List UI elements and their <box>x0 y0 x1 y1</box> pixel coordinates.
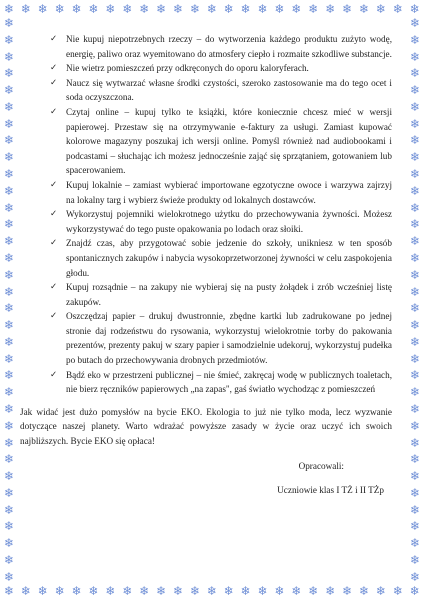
snowflake-icon: ❄ <box>3 150 15 165</box>
snowflake-icon: ❄ <box>342 2 353 16</box>
snowflake-icon: ❄ <box>3 183 15 198</box>
snowflake-icon: ❄ <box>409 536 421 551</box>
snowflake-icon: ❄ <box>409 284 421 299</box>
snowflake-icon: ❄ <box>3 16 15 30</box>
snowflake-icon: ❄ <box>409 368 421 383</box>
snowflake-icon: ❄ <box>20 2 31 16</box>
tip-text: Kupuj lokalnie – zamiast wybierać importowane egzotyczne owoce i warzywa zajrzyj na lokalny targ i wybierz świeże produkty od lokalnych dostawców. <box>66 179 392 205</box>
snowflake-icon: ❄ <box>274 584 285 598</box>
snowflake-icon: ❄ <box>3 2 15 16</box>
snowflake-icon: ❄ <box>409 234 421 249</box>
snowflake-icon: ❄ <box>206 584 217 598</box>
snowflake-icon: ❄ <box>409 183 421 198</box>
snowflake-icon: ❄ <box>409 569 421 584</box>
snowflake-icon: ❄ <box>409 318 421 333</box>
tip-text: Naucz się wytwarzać własne środki czystości, szeroko zastosowanie ma do tego ocet i soda oczyszczona. <box>66 77 392 103</box>
checkmark-icon: ✓ <box>50 369 58 380</box>
snowflake-icon: ❄ <box>3 32 15 47</box>
snowflake-icon: ❄ <box>409 385 421 400</box>
snowflake-icon: ❄ <box>88 2 99 16</box>
snowflake-icon: ❄ <box>71 584 82 598</box>
snowflake-icon: ❄ <box>223 2 234 16</box>
snowflake-icon: ❄ <box>3 133 15 148</box>
snowflake-icon: ❄ <box>3 116 15 131</box>
signature-label: Opracowali: <box>298 460 344 471</box>
snowflake-icon: ❄ <box>3 267 15 282</box>
snowflake-icon: ❄ <box>122 584 133 598</box>
snowflake-icon: ❄ <box>359 2 370 16</box>
snowflake-icon: ❄ <box>392 2 403 16</box>
snowflake-icon: ❄ <box>409 452 421 467</box>
snowflake-icon: ❄ <box>409 32 421 47</box>
snowflake-icon: ❄ <box>257 584 268 598</box>
snowflake-icon: ❄ <box>156 2 167 16</box>
snowflake-icon: ❄ <box>3 502 15 517</box>
snowflake-icon: ❄ <box>3 351 15 366</box>
snowflake-icon: ❄ <box>308 584 319 598</box>
snowflake-icon: ❄ <box>3 519 15 534</box>
tip-item <box>48 280 392 309</box>
snowflake-icon: ❄ <box>3 250 15 265</box>
snowflake-icon: ❄ <box>359 584 370 598</box>
snowflake-icon: ❄ <box>3 401 15 416</box>
snowflake-icon: ❄ <box>392 584 403 598</box>
eco-tips-list <box>48 32 392 397</box>
snowflake-icon: ❄ <box>3 469 15 484</box>
snowflake-icon: ❄ <box>20 584 31 598</box>
tip-item <box>48 32 392 61</box>
snowflake-icon: ❄ <box>409 301 421 316</box>
snowflake-icon: ❄ <box>257 2 268 16</box>
snowflake-icon: ❄ <box>54 2 65 16</box>
snowflake-icon: ❄ <box>223 584 234 598</box>
snowflake-icon: ❄ <box>240 584 251 598</box>
snowflake-icon: ❄ <box>409 83 421 98</box>
snowflake-icon: ❄ <box>409 267 421 282</box>
snowflake-icon: ❄ <box>3 167 15 182</box>
checkmark-icon: ✓ <box>50 106 58 117</box>
snowflake-border-right <box>408 16 422 584</box>
snowflake-icon: ❄ <box>409 2 420 16</box>
snowflake-icon: ❄ <box>105 2 116 16</box>
tip-text: Znajdź czas, aby przygotować sobie jedzenie do szkoły, unikniesz w ten sposób spontanicznych zakupów i nabycia wysokoprzetworzonej żywności w celu zaspokojenia głodu. <box>66 238 392 278</box>
snowflake-icon: ❄ <box>375 584 386 598</box>
snowflake-icon: ❄ <box>54 584 65 598</box>
tip-text: Czytaj online – kupuj tylko te książki, które koniecznie chcesz mieć w wersji papierowej. Przestaw się na otrzymywanie e-faktury za usługi. Zamiast kupować kolorowe magazyny poszukaj ich wersji online. Pomyśl również nad audiobookami i podcastami – słuchając ich możesz jednocześnie zająć się sprzątaniem, gotowaniem lub spacerowaniem. <box>66 106 392 176</box>
snowflake-icon: ❄ <box>156 584 167 598</box>
snowflake-icon: ❄ <box>3 301 15 316</box>
snowflake-icon: ❄ <box>409 167 421 182</box>
tip-text: Bądź eko w przestrzeni publicznej – nie śmieć, zakręcaj wodę w publicznych toaletach, nie bierz ręczników papierowych „na zapas", gaś światło wychodząc z pomieszczeń <box>66 369 392 395</box>
snowflake-icon: ❄ <box>105 584 116 598</box>
snowflake-icon: ❄ <box>342 584 353 598</box>
snowflake-icon: ❄ <box>291 2 302 16</box>
snowflake-icon: ❄ <box>308 2 319 16</box>
snowflake-icon: ❄ <box>71 2 82 16</box>
snowflake-icon: ❄ <box>291 584 302 598</box>
tip-item <box>48 105 392 178</box>
snowflake-border-left <box>2 16 16 584</box>
snowflake-icon: ❄ <box>325 2 336 16</box>
snowflake-icon: ❄ <box>189 2 200 16</box>
snowflake-icon: ❄ <box>409 584 420 598</box>
snowflake-icon: ❄ <box>3 452 15 467</box>
snowflake-icon: ❄ <box>409 217 421 232</box>
authors-line: Uczniowie klas I TŻ i II TŻp <box>277 485 384 496</box>
checkmark-icon: ✓ <box>50 179 58 190</box>
snowflake-icon: ❄ <box>37 2 48 16</box>
snowflake-icon: ❄ <box>3 66 15 81</box>
snowflake-icon: ❄ <box>122 2 133 16</box>
tip-item <box>48 207 392 236</box>
snowflake-icon: ❄ <box>409 418 421 433</box>
snowflake-icon: ❄ <box>139 2 150 16</box>
snowflake-icon: ❄ <box>409 502 421 517</box>
snowflake-icon: ❄ <box>409 553 421 567</box>
snowflake-icon: ❄ <box>409 49 421 64</box>
snowflake-icon: ❄ <box>409 435 421 450</box>
snowflake-icon: ❄ <box>3 485 15 500</box>
snowflake-icon: ❄ <box>3 368 15 383</box>
snowflake-icon: ❄ <box>3 318 15 333</box>
snowflake-icon: ❄ <box>409 16 421 30</box>
tip-text: Nie wietrz pomieszczeń przy odkręconych do oporu kaloryferach. <box>66 63 309 74</box>
snowflake-icon: ❄ <box>3 83 15 98</box>
snowflake-icon: ❄ <box>409 150 421 165</box>
snowflake-border-top <box>0 2 424 16</box>
tip-text: Kupuj rozsądnie – na zakupy nie wybieraj się na pusty żołądek i zrób wcześniej listę zakupów. <box>66 282 392 307</box>
checkmark-icon: ✓ <box>50 282 58 293</box>
snowflake-icon: ❄ <box>274 2 285 16</box>
snowflake-icon: ❄ <box>3 536 15 551</box>
tip-item <box>48 309 392 367</box>
snowflake-icon: ❄ <box>173 584 184 598</box>
tip-item <box>48 76 392 105</box>
tip-text: Nie kupuj niepotrzebnych rzeczy – do wytworzenia każdego produktu zużyto wodę, energię, paliwo oraz wyemitowano do atmosfery ciepło i rozmaite szkodliwe substancje. <box>66 34 392 59</box>
checkmark-icon: ✓ <box>50 34 58 44</box>
snowflake-icon: ❄ <box>88 584 99 598</box>
tip-item <box>48 178 392 207</box>
snowflake-icon: ❄ <box>3 234 15 249</box>
snowflake-icon: ❄ <box>3 49 15 64</box>
snowflake-icon: ❄ <box>37 584 48 598</box>
snowflake-icon: ❄ <box>240 2 251 16</box>
snowflake-icon: ❄ <box>409 485 421 500</box>
tip-item <box>48 61 392 76</box>
checkmark-icon: ✓ <box>50 311 58 322</box>
snowflake-icon: ❄ <box>3 569 15 584</box>
snowflake-icon: ❄ <box>3 435 15 450</box>
snowflake-icon: ❄ <box>409 66 421 81</box>
tip-item <box>48 236 392 280</box>
snowflake-icon: ❄ <box>3 99 15 114</box>
snowflake-icon: ❄ <box>3 284 15 299</box>
snowflake-icon: ❄ <box>189 584 200 598</box>
snowflake-icon: ❄ <box>409 116 421 131</box>
snowflake-border-bottom <box>0 584 424 598</box>
snowflake-icon: ❄ <box>3 418 15 433</box>
snowflake-icon: ❄ <box>409 351 421 366</box>
snowflake-icon: ❄ <box>409 334 421 349</box>
summary-paragraph: Jak widać jest dużo pomysłów na bycie EKO. Ekologia to już nie tylko moda, lecz wyzwanie dotyczące naszej planety. Warto wdrażać powyższe zasady w życie oraz uczyć ich swoich najbliższych. Bycie EKO się opłaca! <box>20 406 392 447</box>
checkmark-icon: ✓ <box>50 77 58 88</box>
snowflake-icon: ❄ <box>206 2 217 16</box>
snowflake-icon: ❄ <box>409 401 421 416</box>
tip-item <box>48 368 392 397</box>
snowflake-icon: ❄ <box>3 553 15 567</box>
snowflake-icon: ❄ <box>3 217 15 232</box>
snowflake-icon: ❄ <box>409 99 421 114</box>
snowflake-icon: ❄ <box>409 200 421 215</box>
snowflake-icon: ❄ <box>409 133 421 148</box>
snowflake-icon: ❄ <box>3 334 15 349</box>
snowflake-icon: ❄ <box>325 584 336 598</box>
checkmark-icon: ✓ <box>50 209 58 220</box>
snowflake-icon: ❄ <box>409 519 421 534</box>
document-body <box>20 32 392 498</box>
tip-text: Oszczędzaj papier – drukuj dwustronnie, zbędne kartki lub zadrukowane po jednej stronie daj rodzeństwu do rysowania, wykorzystuj wielokrotnie torby do pakowania prezentów, prezenty pakuj w szary papier i samodzielnie udekoruj, wykorzystuj pudełka po butach do przechowywania drobnych przedmiotów. <box>66 311 392 366</box>
checkmark-icon: ✓ <box>50 63 58 74</box>
snowflake-icon: ❄ <box>409 250 421 265</box>
snowflake-icon: ❄ <box>3 200 15 215</box>
snowflake-icon: ❄ <box>375 2 386 16</box>
snowflake-icon: ❄ <box>139 584 150 598</box>
checkmark-icon: ✓ <box>50 238 58 249</box>
snowflake-icon: ❄ <box>173 2 184 16</box>
snowflake-icon: ❄ <box>3 584 15 598</box>
snowflake-icon: ❄ <box>3 385 15 400</box>
tip-text: Wykorzystuj pojemniki wielokrotnego użytku do przechowywania żywności. Możesz wykorzystywać do tego puste opakowania po lodach oraz słoiki. <box>66 209 392 234</box>
snowflake-icon: ❄ <box>409 469 421 484</box>
